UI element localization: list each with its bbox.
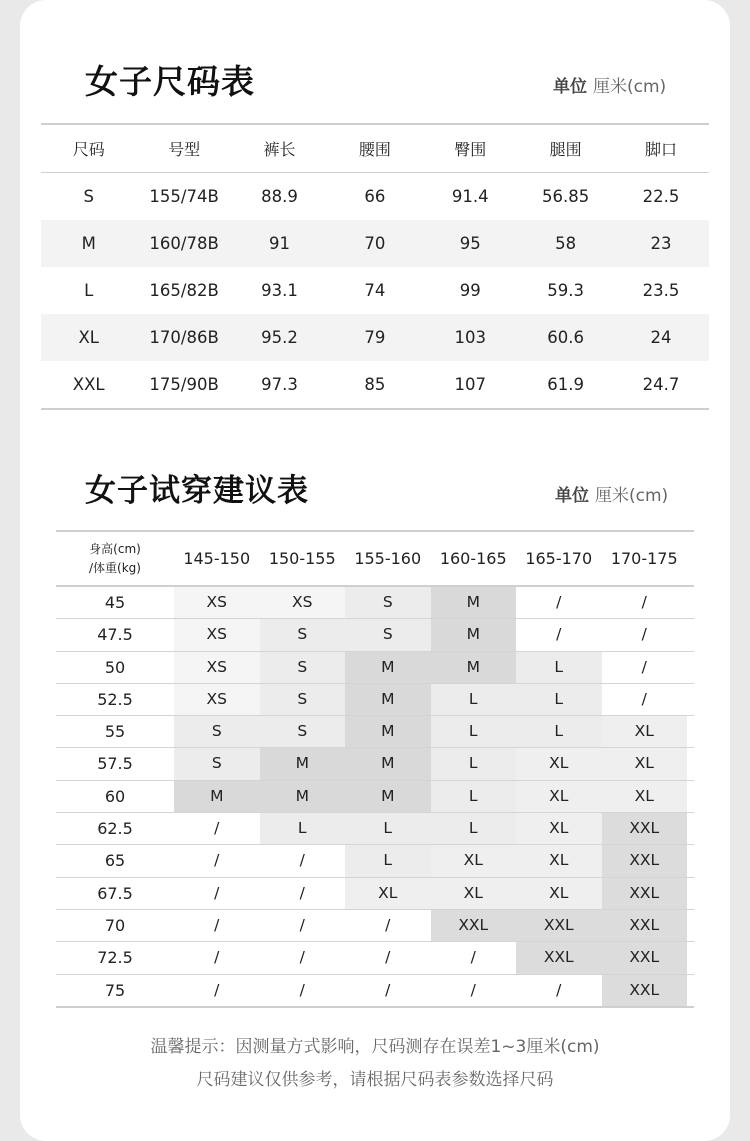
- table-cell: 60.6: [547, 328, 585, 347]
- size-suggestion-cell: /: [299, 851, 305, 870]
- table-cell: M: [81, 234, 96, 253]
- table-cell: 24: [650, 328, 672, 347]
- table-cell: 170/86B: [149, 328, 219, 347]
- table-cell: XXL: [72, 375, 105, 394]
- weight-label: 67.5: [97, 883, 133, 903]
- table-cell: 22.5: [642, 187, 680, 206]
- size-suggestion-cell: L: [431, 781, 517, 812]
- size-suggestion-cell: L: [516, 716, 602, 747]
- column-header: 号型: [168, 140, 201, 159]
- size-suggestion-cell: L: [516, 684, 602, 715]
- size-suggestion-cell: /: [214, 948, 220, 967]
- table-cell: 88.9: [261, 187, 298, 206]
- size-suggestion-cell: /: [641, 625, 647, 644]
- size-suggestion-cell: XL: [602, 781, 688, 812]
- table-cell: XL: [78, 328, 99, 347]
- size-suggestion-cell: M: [345, 652, 431, 683]
- table-cell: 97.3: [261, 375, 298, 394]
- corner-header: [56, 540, 174, 578]
- size-suggestion-cell: S: [260, 716, 346, 747]
- size-suggestion-cell: S: [345, 619, 431, 650]
- size-suggestion-cell: M: [174, 781, 260, 812]
- size-table-header: [41, 125, 709, 173]
- size-suggestion-cell: M: [345, 748, 431, 779]
- table-row: [56, 910, 694, 942]
- size-suggestion-cell: XL: [516, 878, 602, 909]
- table-row: [56, 716, 694, 748]
- size-suggestion-cell: XXL: [516, 942, 602, 973]
- suggestion-chart-title: 女子试穿建议表: [85, 473, 309, 509]
- size-suggestion-cell: L: [345, 845, 431, 876]
- height-column-header: 170-175: [610, 549, 678, 568]
- size-suggestion-cell: XL: [516, 781, 602, 812]
- weight-label: 57.5: [97, 754, 133, 774]
- height-column-header: 150-155: [268, 549, 336, 568]
- tip-note-line1: 温馨提示：因测量方式影响，尺码测存在误差1~3厘米(cm): [150, 1037, 600, 1057]
- table-row: [41, 314, 709, 361]
- table-cell: 85: [364, 375, 386, 394]
- weight-label: 62.5: [97, 819, 133, 839]
- size-suggestion-cell: /: [214, 851, 220, 870]
- table-cell: 155/74B: [149, 187, 219, 206]
- table-row: [56, 587, 694, 619]
- weight-label: 70: [104, 915, 126, 935]
- weight-label: 45: [104, 593, 126, 612]
- table-cell: S: [83, 187, 94, 206]
- size-suggestion-cell: /: [556, 593, 562, 611]
- size-suggestion-cell: XL: [602, 716, 688, 747]
- size-suggestion-cell: S: [260, 684, 346, 715]
- size-suggestion-cell: /: [641, 689, 647, 708]
- size-suggestion-cell: XL: [431, 845, 517, 876]
- weight-label: 72.5: [97, 948, 133, 968]
- size-suggestion-cell: /: [641, 593, 647, 611]
- size-suggestion-cell: XXL: [602, 813, 688, 844]
- size-suggestion-cell: XS: [174, 684, 260, 715]
- size-suggestion-cell: L: [431, 716, 517, 747]
- table-cell: 23: [650, 234, 672, 253]
- height-column-header: 145-150: [183, 549, 251, 568]
- size-suggestion-cell: M: [260, 781, 346, 812]
- weight-label: 75: [104, 980, 126, 1000]
- size-chart-title: 女子尺码表: [85, 62, 255, 101]
- table-cell: 61.9: [547, 375, 585, 394]
- size-suggestion-cell: M: [431, 619, 517, 650]
- size-suggestion-cell: XXL: [516, 910, 602, 941]
- size-suggestion-cell: XS: [174, 587, 260, 618]
- size-suggestion-cell: /: [214, 980, 220, 999]
- size-suggestion-cell: /: [641, 657, 647, 676]
- table-cell: 58: [555, 234, 577, 253]
- size-suggestion-cell: /: [214, 819, 220, 838]
- table-cell: 23.5: [642, 281, 680, 300]
- height-column-header: 160-165: [439, 549, 507, 568]
- table-cell: 91.4: [451, 187, 489, 206]
- size-suggestion-cell: S: [345, 587, 431, 618]
- size-suggestion-cell: L: [345, 813, 431, 844]
- table-cell: 24.7: [642, 375, 680, 394]
- table-cell: 107: [454, 375, 486, 394]
- unit-label: 单位: [553, 77, 587, 97]
- height-column-header: 165-170: [525, 549, 593, 568]
- size-suggestion-cell: XL: [431, 878, 517, 909]
- column-header: 脚口: [645, 140, 678, 159]
- table-row: [56, 845, 694, 877]
- size-suggestion-cell: /: [385, 915, 391, 934]
- size-suggestion-cell: L: [431, 684, 517, 715]
- table-cell: L: [84, 281, 94, 300]
- weight-label: 47.5: [97, 625, 133, 645]
- size-suggestion-cell: XL: [602, 748, 688, 779]
- size-chart-table: [41, 123, 709, 410]
- table-cell: 99: [459, 281, 481, 300]
- table-row: [56, 975, 694, 1006]
- table-cell: 93.1: [261, 281, 298, 300]
- table-cell: 70: [364, 234, 386, 253]
- size-suggestion-cell: /: [385, 948, 391, 967]
- unit-value: 厘米(cm): [595, 486, 669, 506]
- size-suggestion-cell: /: [299, 883, 305, 902]
- size-suggestion-cell: /: [470, 980, 476, 999]
- corner-weight-label: /体重(kg): [89, 560, 141, 575]
- column-header: 臀围: [454, 140, 487, 159]
- table-cell: 66: [364, 187, 386, 206]
- table-row: [41, 220, 709, 267]
- size-suggestion-cell: S: [174, 716, 260, 747]
- column-header: 腰围: [358, 140, 391, 159]
- size-suggestion-cell: L: [260, 813, 346, 844]
- unit-label: 单位: [555, 486, 589, 506]
- weight-label: 60: [104, 786, 126, 806]
- corner-height-label: 身高(cm): [89, 541, 141, 556]
- table-cell: 165/82B: [149, 281, 219, 300]
- weight-label: 50: [104, 657, 126, 677]
- table-cell: 79: [364, 328, 386, 347]
- height-column-header: 155-160: [354, 549, 422, 568]
- table-cell: 91: [268, 234, 290, 253]
- suggestion-chart-table: [56, 530, 694, 1008]
- table-row: [41, 267, 709, 314]
- size-suggestion-cell: M: [431, 587, 517, 618]
- size-suggestion-cell: XXL: [602, 845, 688, 876]
- size-suggestion-cell: XS: [174, 652, 260, 683]
- table-cell: 175/90B: [149, 375, 219, 394]
- table-cell: 95: [459, 234, 481, 253]
- table-cell: 95.2: [261, 328, 298, 347]
- size-suggestion-cell: /: [556, 625, 562, 644]
- suggestion-chart-unit: [555, 481, 668, 506]
- table-row: [56, 878, 694, 910]
- weight-label: 55: [104, 722, 126, 742]
- table-row: [56, 781, 694, 813]
- size-suggestion-cell: /: [299, 915, 305, 934]
- weight-label: 52.5: [97, 689, 133, 709]
- size-suggestion-cell: /: [299, 980, 305, 999]
- size-suggestion-cell: XL: [516, 845, 602, 876]
- size-suggestion-cell: L: [431, 813, 517, 844]
- column-header: 腿围: [549, 140, 582, 159]
- size-suggestion-cell: M: [431, 652, 517, 683]
- table-row: [56, 684, 694, 716]
- size-suggestion-cell: XXL: [602, 975, 688, 1006]
- size-suggestion-cell: XXL: [431, 910, 517, 941]
- table-cell: 59.3: [547, 281, 585, 300]
- size-suggestion-cell: /: [385, 980, 391, 999]
- table-cell: 74: [364, 281, 386, 300]
- size-suggestion-cell: /: [299, 948, 305, 967]
- suggestion-table-header: [56, 532, 694, 587]
- table-row: [56, 652, 694, 684]
- size-suggestion-cell: XL: [516, 748, 602, 779]
- column-header: 裤长: [263, 140, 296, 159]
- table-row: [56, 619, 694, 651]
- table-row: [56, 942, 694, 974]
- size-suggestion-cell: /: [470, 948, 476, 967]
- size-suggestion-cell: XS: [260, 587, 346, 618]
- table-cell: 160/78B: [149, 234, 219, 253]
- size-suggestion-cell: M: [345, 684, 431, 715]
- table-row: [41, 361, 709, 408]
- size-suggestion-cell: /: [556, 980, 562, 999]
- size-suggestion-cell: XS: [174, 619, 260, 650]
- size-suggestion-cell: M: [260, 748, 346, 779]
- size-suggestion-cell: L: [431, 748, 517, 779]
- table-row: [41, 173, 709, 220]
- size-suggestion-cell: L: [516, 652, 602, 683]
- size-suggestion-cell: S: [260, 652, 346, 683]
- size-suggestion-cell: XXL: [602, 910, 688, 941]
- table-cell: 103: [454, 328, 486, 347]
- size-suggestion-cell: M: [345, 781, 431, 812]
- table-row: [56, 748, 694, 780]
- size-suggestion-cell: /: [214, 915, 220, 934]
- size-suggestion-cell: /: [214, 883, 220, 902]
- tip-note-line2: 尺码建议仅供参考，请根据尺码表参数选择尺码: [196, 1070, 554, 1090]
- size-chart-unit: [553, 72, 666, 97]
- size-suggestion-cell: S: [174, 748, 260, 779]
- size-suggestion-cell: XXL: [602, 878, 688, 909]
- size-suggestion-cell: M: [345, 716, 431, 747]
- weight-label: 65: [104, 851, 126, 871]
- table-cell: 56.85: [542, 187, 590, 206]
- size-suggestion-cell: XL: [345, 878, 431, 909]
- unit-value: 厘米(cm): [593, 77, 667, 97]
- size-suggestion-cell: XL: [516, 813, 602, 844]
- table-row: [56, 813, 694, 845]
- size-suggestion-cell: XXL: [602, 942, 688, 973]
- size-suggestion-cell: S: [260, 619, 346, 650]
- column-header: 尺码: [72, 140, 105, 159]
